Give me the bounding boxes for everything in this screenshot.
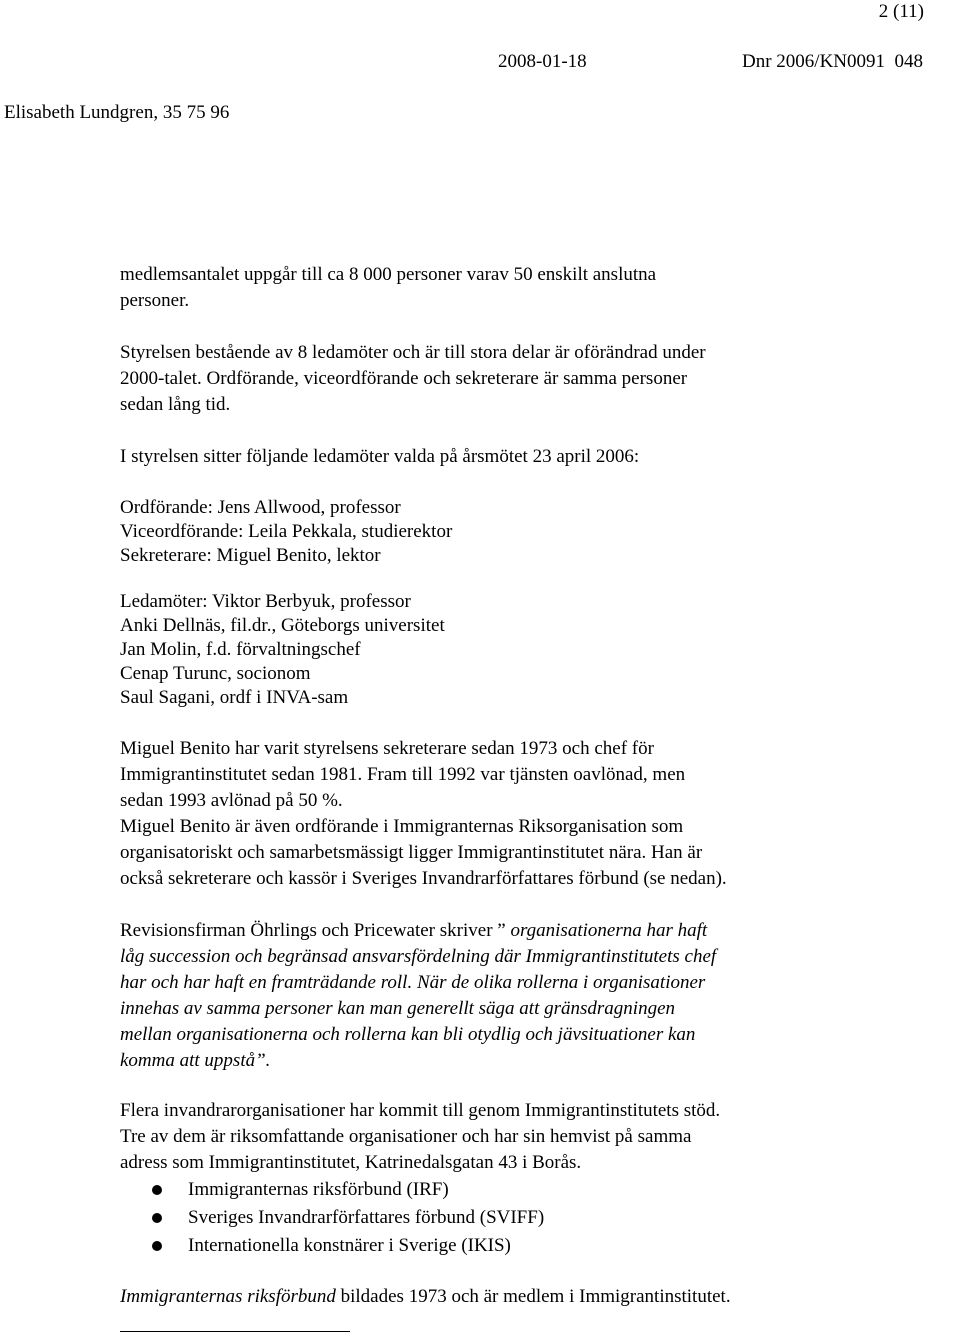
audit-quote-line bbox=[120, 918, 860, 944]
board-member: Cenap Turunc, socionom bbox=[120, 663, 311, 684]
intro-line: medlemsantalet uppgår till ca 8 000 personer varav 50 enskilt anslutna bbox=[120, 264, 657, 285]
document-reference: Dnr 2006/KN0091 048 bbox=[742, 51, 924, 72]
document-date: 2008-01-18 bbox=[498, 51, 587, 72]
board-intro: I styrelsen sitter följande ledamöter valda på årsmötet 23 april 2006: bbox=[120, 446, 640, 467]
board-vice-chair: Viceordförande: Leila Pekkala, studierektor bbox=[120, 521, 453, 542]
benito-paragraph-line: också sekreterare och kassör i Sveriges Invandrarförfattares förbund (se nedan). bbox=[120, 868, 727, 889]
author-contact: Elisabeth Lundgren, 35 75 96 bbox=[4, 102, 230, 123]
bullet-icon bbox=[152, 1241, 162, 1251]
audit-quote-line: innehas av samma personer kan man generellt säga att gränsdragningen bbox=[120, 998, 675, 1019]
page-number: 2 (11) bbox=[878, 1, 924, 22]
board-member: Anki Dellnäs, fil.dr., Göteborgs universitet bbox=[120, 615, 445, 636]
audit-quote-text: organisationerna har haft bbox=[510, 920, 708, 941]
intro-line: personer. bbox=[120, 290, 190, 311]
organizations-paragraph-line: Tre av dem är riksomfattande organisationer och har sin hemvist på samma bbox=[120, 1126, 692, 1147]
benito-paragraph-line: Miguel Benito har varit styrelsens sekreterare sedan 1973 och chef för bbox=[120, 738, 654, 759]
audit-quote-intro: Revisionsfirman Öhrlings och Pricewater skriver ” bbox=[120, 920, 511, 941]
footnote-divider bbox=[120, 1331, 350, 1332]
benito-paragraph-line: organisatoriskt och samarbetsmässigt ligger Immigrantinstitutet nära. Han är bbox=[120, 842, 703, 863]
board-secretary: Sekreterare: Miguel Benito, lektor bbox=[120, 545, 381, 566]
list-item: Sveriges Invandrarförfattares förbund (SVIFF) bbox=[120, 1204, 860, 1232]
board-chair: Ordförande: Jens Allwood, professor bbox=[120, 497, 401, 518]
bullet-icon bbox=[152, 1213, 162, 1223]
audit-quote-line: låg succession och begränsad ansvarsfördelning där Immigrantinstitutets chef bbox=[120, 946, 717, 967]
benito-paragraph-line: sedan 1993 avlönad på 50 %. bbox=[120, 790, 343, 811]
organizations-paragraph-line: adress som Immigrantinstitutet, Katrinedalsgatan 43 i Borås. bbox=[120, 1152, 582, 1173]
list-item: Internationella konstnärer i Sverige (IKIS) bbox=[120, 1232, 860, 1260]
board-paragraph-line: Styrelsen bestående av 8 ledamöter och är till stora delar är oförändrad under bbox=[120, 342, 706, 363]
board-paragraph-line: 2000-talet. Ordförande, viceordförande och sekreterare är samma personer bbox=[120, 368, 688, 389]
audit-quote-line: mellan organisationerna och rollerna kan bli otydlig och jävsituationer kan bbox=[120, 1024, 696, 1045]
board-member: Ledamöter: Viktor Berbyuk, professor bbox=[120, 591, 411, 612]
benito-paragraph-line: Miguel Benito är även ordförande i Immigranternas Riksorganisation som bbox=[120, 816, 684, 837]
final-paragraph-text: bildades 1973 och är medlem i Immigrantinstitutet. bbox=[335, 1286, 731, 1307]
final-paragraph bbox=[120, 1284, 860, 1310]
list-item: Immigranternas riksförbund (IRF) bbox=[120, 1176, 860, 1204]
final-paragraph-italic: Immigranternas riksförbund bbox=[120, 1286, 336, 1307]
document-body bbox=[120, 262, 860, 1310]
board-member: Jan Molin, f.d. förvaltningschef bbox=[120, 639, 361, 660]
bullet-icon bbox=[152, 1185, 162, 1195]
board-member: Saul Sagani, ordf i INVA-sam bbox=[120, 687, 349, 708]
audit-quote-line: har och har haft en framträdande roll. När de olika rollerna i organisationer bbox=[120, 972, 706, 993]
benito-paragraph-line: Immigrantinstitutet sedan 1981. Fram till 1992 var tjänsten oavlönad, men bbox=[120, 764, 686, 785]
organizations-list bbox=[120, 1176, 860, 1260]
board-paragraph-line: sedan lång tid. bbox=[120, 394, 231, 415]
audit-quote-line: komma att uppstå”. bbox=[120, 1050, 271, 1071]
organizations-paragraph-line: Flera invandrarorganisationer har kommit till genom Immigrantinstitutets stöd. bbox=[120, 1100, 721, 1121]
